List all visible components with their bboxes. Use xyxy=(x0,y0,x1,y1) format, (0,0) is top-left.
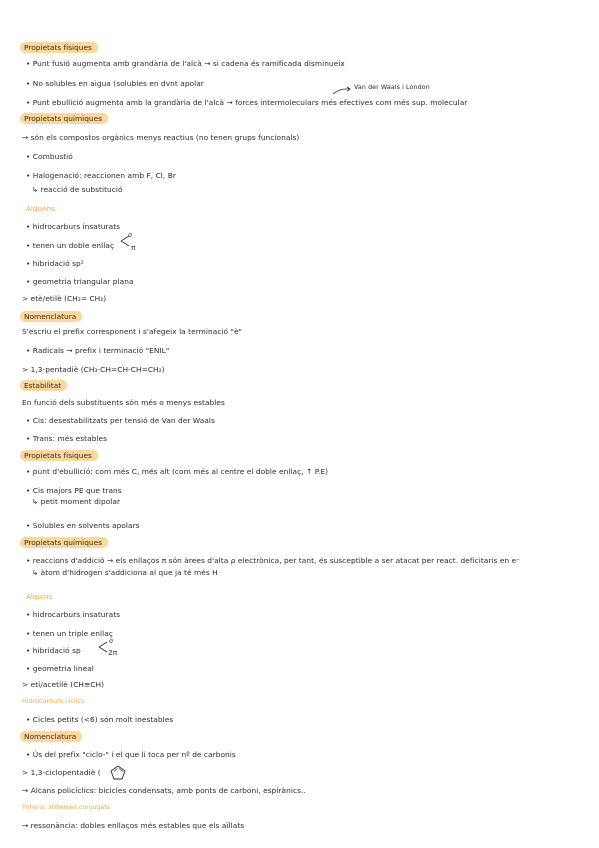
text-substitucio: ↳ reacció de substitució xyxy=(32,185,123,194)
text-prefix-ciclo: • Ús del prefix "ciclo-" i el que li toca per nº de carbonis xyxy=(26,750,236,759)
text-ete-etile: > etè/etilè (CH₂= CH₂) xyxy=(22,294,107,303)
heading-estabilitat: Estabilitat xyxy=(20,380,67,391)
text-hibridacio-sp: • hibridació sp xyxy=(26,646,81,655)
text-radicals: • Radicals → prefix i terminació "ENIL" xyxy=(26,346,170,355)
text-van-der-waals: Van der Waals i London xyxy=(354,83,430,91)
text-ciclopentadie: > 1,3-ciclopentadiè ( xyxy=(22,768,101,777)
subheading-alquins: Alquins xyxy=(26,592,53,601)
heading-propietats-quimiques-2: Propietats químiques xyxy=(20,537,108,548)
subheading-alquens: Alquens xyxy=(26,204,55,213)
text-punt-ebullicio: • Punt ebullició augmenta amb la grandària de l'alcà → forces intermoleculars més efectives com més sup. molecular xyxy=(26,98,468,107)
text-solubles-apolars: • Solubles en solvents apolars xyxy=(26,521,140,530)
text-eti-acetile: > etí/acetilè (CH≡CH) xyxy=(22,680,105,689)
text-moment-dipolar: ↳ petit moment dipolar xyxy=(32,497,121,506)
text-punt-ebullicio-alquens: • punt d'ebullició: com més C, més alt (com més al centre el doble enllaç, ↑ P.E) xyxy=(26,467,329,476)
text-pentadie: > 1,3-pentadiè (CH₃-CH=CH-CH=CH₂) xyxy=(22,365,165,374)
heading-propietats-fisiques-2: Propietats físiques xyxy=(20,450,98,461)
text-sigma-2: σ xyxy=(109,637,114,645)
text-pi: π xyxy=(131,243,136,252)
heading-propietats-quimiques: Propietats químiques xyxy=(20,113,108,124)
text-punt-fusio: • Punt fusió augmenta amb grandària de l'alcà → si cadena és ramificada disminueix xyxy=(26,59,345,68)
text-prefix-terminacio: S'escriu el prefix corresponent i s'afegeix la terminació "è" xyxy=(22,327,243,336)
subheading-ciclics: Hidrocarburs cíclics xyxy=(22,697,85,705)
arrow-annotation-icon xyxy=(332,86,352,96)
text-2pi: 2π xyxy=(108,648,118,657)
text-geometria-triangular: • geometria triangular plana xyxy=(26,277,134,286)
text-geometria-lineal: • geometria lineal xyxy=(26,664,94,673)
text-trans: • Trans: més estables xyxy=(26,434,108,443)
text-cis-majors: • Cis majors PE que trans xyxy=(26,486,122,495)
text-ressonancia: → ressonància: dobles enllaços més estables que els aïllats xyxy=(22,821,245,830)
text-sigma: σ xyxy=(128,231,133,239)
text-triple-enllac: • tenen un triple enllaç xyxy=(26,629,113,638)
text-hidrocarburs-insaturats-2: • hidrocarburs insaturats xyxy=(26,610,121,619)
text-cis: • Cis: desestabilitzats per tensió de Van der Waals xyxy=(26,416,215,425)
heading-propietats-fisiques: Propietats físiques xyxy=(20,42,98,53)
text-hidrocarburs-insaturats: • hidrocarburs insaturats xyxy=(26,222,121,231)
text-atom-hidrogen: ↳ àtom d'hidrogen s'addiciona al que ja té més H xyxy=(32,568,218,577)
text-halogenacio: • Halogenació: reaccionen amb F, Cl, Br xyxy=(26,171,176,180)
text-no-solubles: • No solubles en aigua (solubles en dvnt apolar xyxy=(26,79,204,88)
subheading-poliens: Poliens: sistemes conjugats xyxy=(22,803,111,811)
pentagon-ring-icon xyxy=(110,765,126,780)
text-alcans-policiclics: → Alcans policíclics: bicicles condensats, amb ponts de carboni, espirànics.. xyxy=(22,786,306,795)
heading-nomenclatura-2: Nomenclatura xyxy=(20,731,82,742)
text-cicles-petits: • Cicles petits (<6) són molt inestables xyxy=(26,715,174,724)
text-reaccions-addicio: • reaccions d'addició → els enllaços π són àrees d'alta ρ electrònica, per tant, és susceptible a ser atacat per react. deficitaris en e⁻ xyxy=(26,556,521,565)
text-funcio-substituents: En funció dels substituents són més o menys estables xyxy=(22,398,225,407)
text-combustio: • Combustió xyxy=(26,152,73,161)
text-doble-enllac: • tenen un doble enllaç xyxy=(26,241,115,250)
heading-nomenclatura: Nomenclatura xyxy=(20,311,82,322)
text-hibridacio-sp2: • hibridació sp² xyxy=(26,259,84,268)
text-menys-reactius: → són els compostos orgànics menys reactius (no tenen grups funcionals) xyxy=(22,133,300,142)
